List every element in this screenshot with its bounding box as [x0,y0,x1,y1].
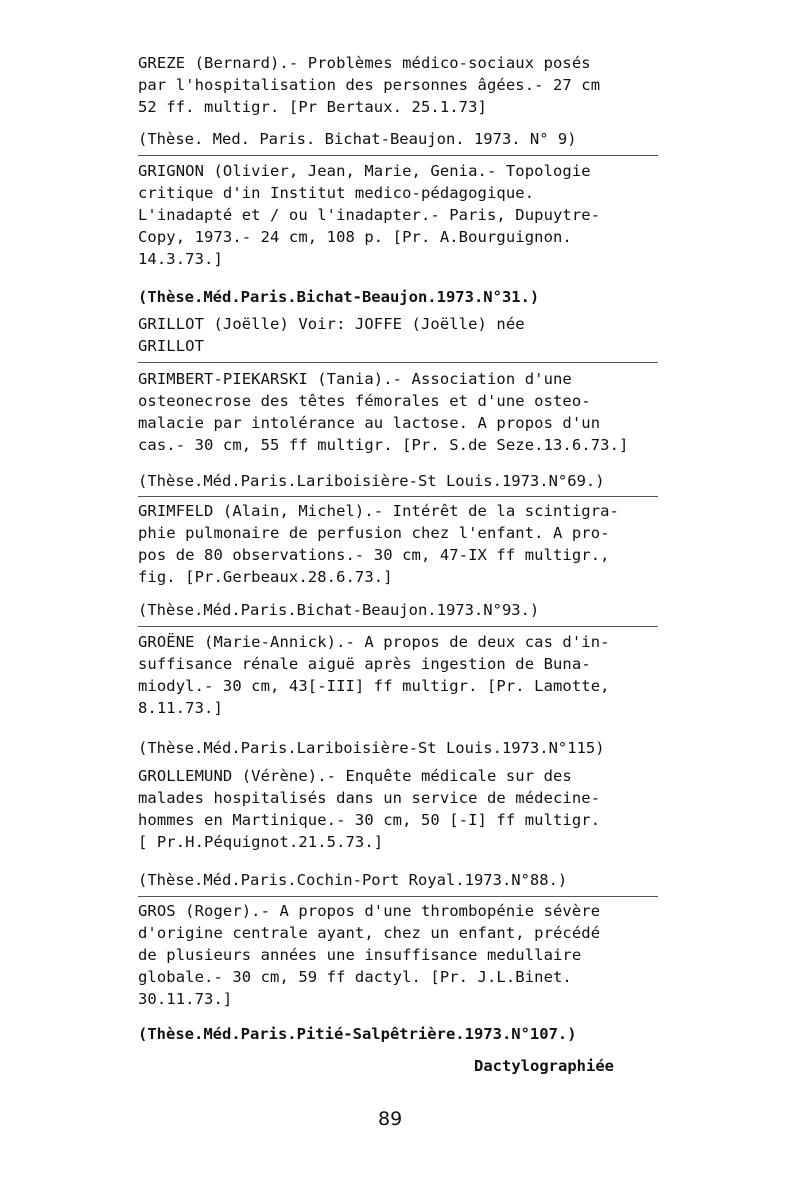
entry-line: GREZE (Bernard).- Problèmes médico-sociaux posés [138,54,591,72]
thesis-reference: (Thèse.Méd.Paris.Bichat-Beaujon.1973.N°31.) [138,288,540,306]
entry-line: GRIMBERT-PIEKARSKI (Tania).- Association d'une [138,370,572,388]
entry-line: GROLLEMUND (Vérène).- Enquête médicale sur des [138,767,572,785]
entry-line: [ Pr.H.Péquignot.21.5.73.] [138,833,384,851]
typed-note: Dactylographiée [474,1057,614,1075]
divider [138,155,658,156]
entry-line: 14.3.73.] [138,250,223,268]
entry-line: osteonecrose des têtes fémorales et d'une osteo- [138,392,591,410]
entry-line: par l'hospitalisation des personnes âgées.- 27 cm [138,76,601,94]
entry-line: d'origine centrale ayant, chez un enfant, précédé [138,924,601,942]
entry-line: cas.- 30 cm, 55 ff multigr. [Pr. S.de Seze.13.6.73.] [138,436,629,454]
catalog-entry [138,900,658,1010]
thesis-reference: (Thèse.Méd.Paris.Lariboisière-St Louis.1973.N°69.) [138,472,605,490]
entry-line: fig. [Pr.Gerbeaux.28.6.73.] [138,568,393,586]
entry-line: hommes en Martinique.- 30 cm, 50 [-I] ff multigr. [138,811,601,829]
entry-line: GROS (Roger).- A propos d'une thrombopénie sévère [138,902,601,920]
entry-line: miodyl.- 30 cm, 43[-III] ff multigr. [Pr. Lamotte, [138,677,610,695]
entry-line: GRILLOT [138,337,205,355]
catalog-entry [138,313,658,357]
entry-line: Copy, 1973.- 24 cm, 108 p. [Pr. A.Bourguignon. [138,228,572,246]
entry-line: GRILLOT (Joëlle) Voir: JOFFE (Joëlle) née [138,315,525,333]
catalog-entry [138,368,658,456]
divider [138,496,658,497]
thesis-reference: (Thèse.Méd.Paris.Pitié-Salpêtrière.1973.N°107.) [138,1025,577,1043]
entry-line: phie pulmonaire de perfusion chez l'enfant. A pro- [138,524,610,542]
thesis-reference: (Thèse. Med. Paris. Bichat-Beaujon. 1973. N° 9) [138,130,577,148]
catalog-entry [138,765,658,853]
entry-line: de plusieurs années une insuffisance medullaire [138,946,582,964]
catalog-entry [138,160,658,270]
catalog-entry [138,631,658,719]
entry-line: globale.- 30 cm, 59 ff dactyl. [Pr. J.L.Binet. [138,968,572,986]
entry-line: suffisance rénale aiguë après ingestion de Buna- [138,655,591,673]
divider [138,896,658,897]
entry-line: GRIGNON (Olivier, Jean, Marie, Genia.- Topologie [138,162,591,180]
entry-line: 8.11.73.] [138,699,223,717]
entry-line: pos de 80 observations.- 30 cm, 47-IX ff multigr., [138,546,610,564]
page-number: 89 [378,1108,403,1130]
entry-line: critique d'in Institut medico-pédagogique. [138,184,535,202]
catalog-entry [138,52,658,118]
entry-line: GRIMFELD (Alain, Michel).- Intérêt de la scintigra- [138,502,620,520]
divider [138,626,658,627]
catalog-entry [138,500,658,588]
entry-line: malades hospitalisés dans un service de médecine- [138,789,601,807]
thesis-reference: (Thèse.Méd.Paris.Bichat-Beaujon.1973.N°93.) [138,601,540,619]
divider [138,362,658,363]
entry-line: GROËNE (Marie-Annick).- A propos de deux cas d'in- [138,633,610,651]
thesis-reference: (Thèse.Méd.Paris.Lariboisière-St Louis.1973.N°115) [138,739,605,757]
entry-line: L'inadapté et / ou l'inadapter.- Paris, Dupuytre- [138,206,601,224]
entry-line: malacie par intolérance au lactose. A propos d'un [138,414,601,432]
thesis-reference: (Thèse.Méd.Paris.Cochin-Port Royal.1973.N°88.) [138,871,568,889]
entry-line: 30.11.73.] [138,990,233,1008]
entry-line: 52 ff. multigr. [Pr Bertaux. 25.1.73] [138,98,487,116]
